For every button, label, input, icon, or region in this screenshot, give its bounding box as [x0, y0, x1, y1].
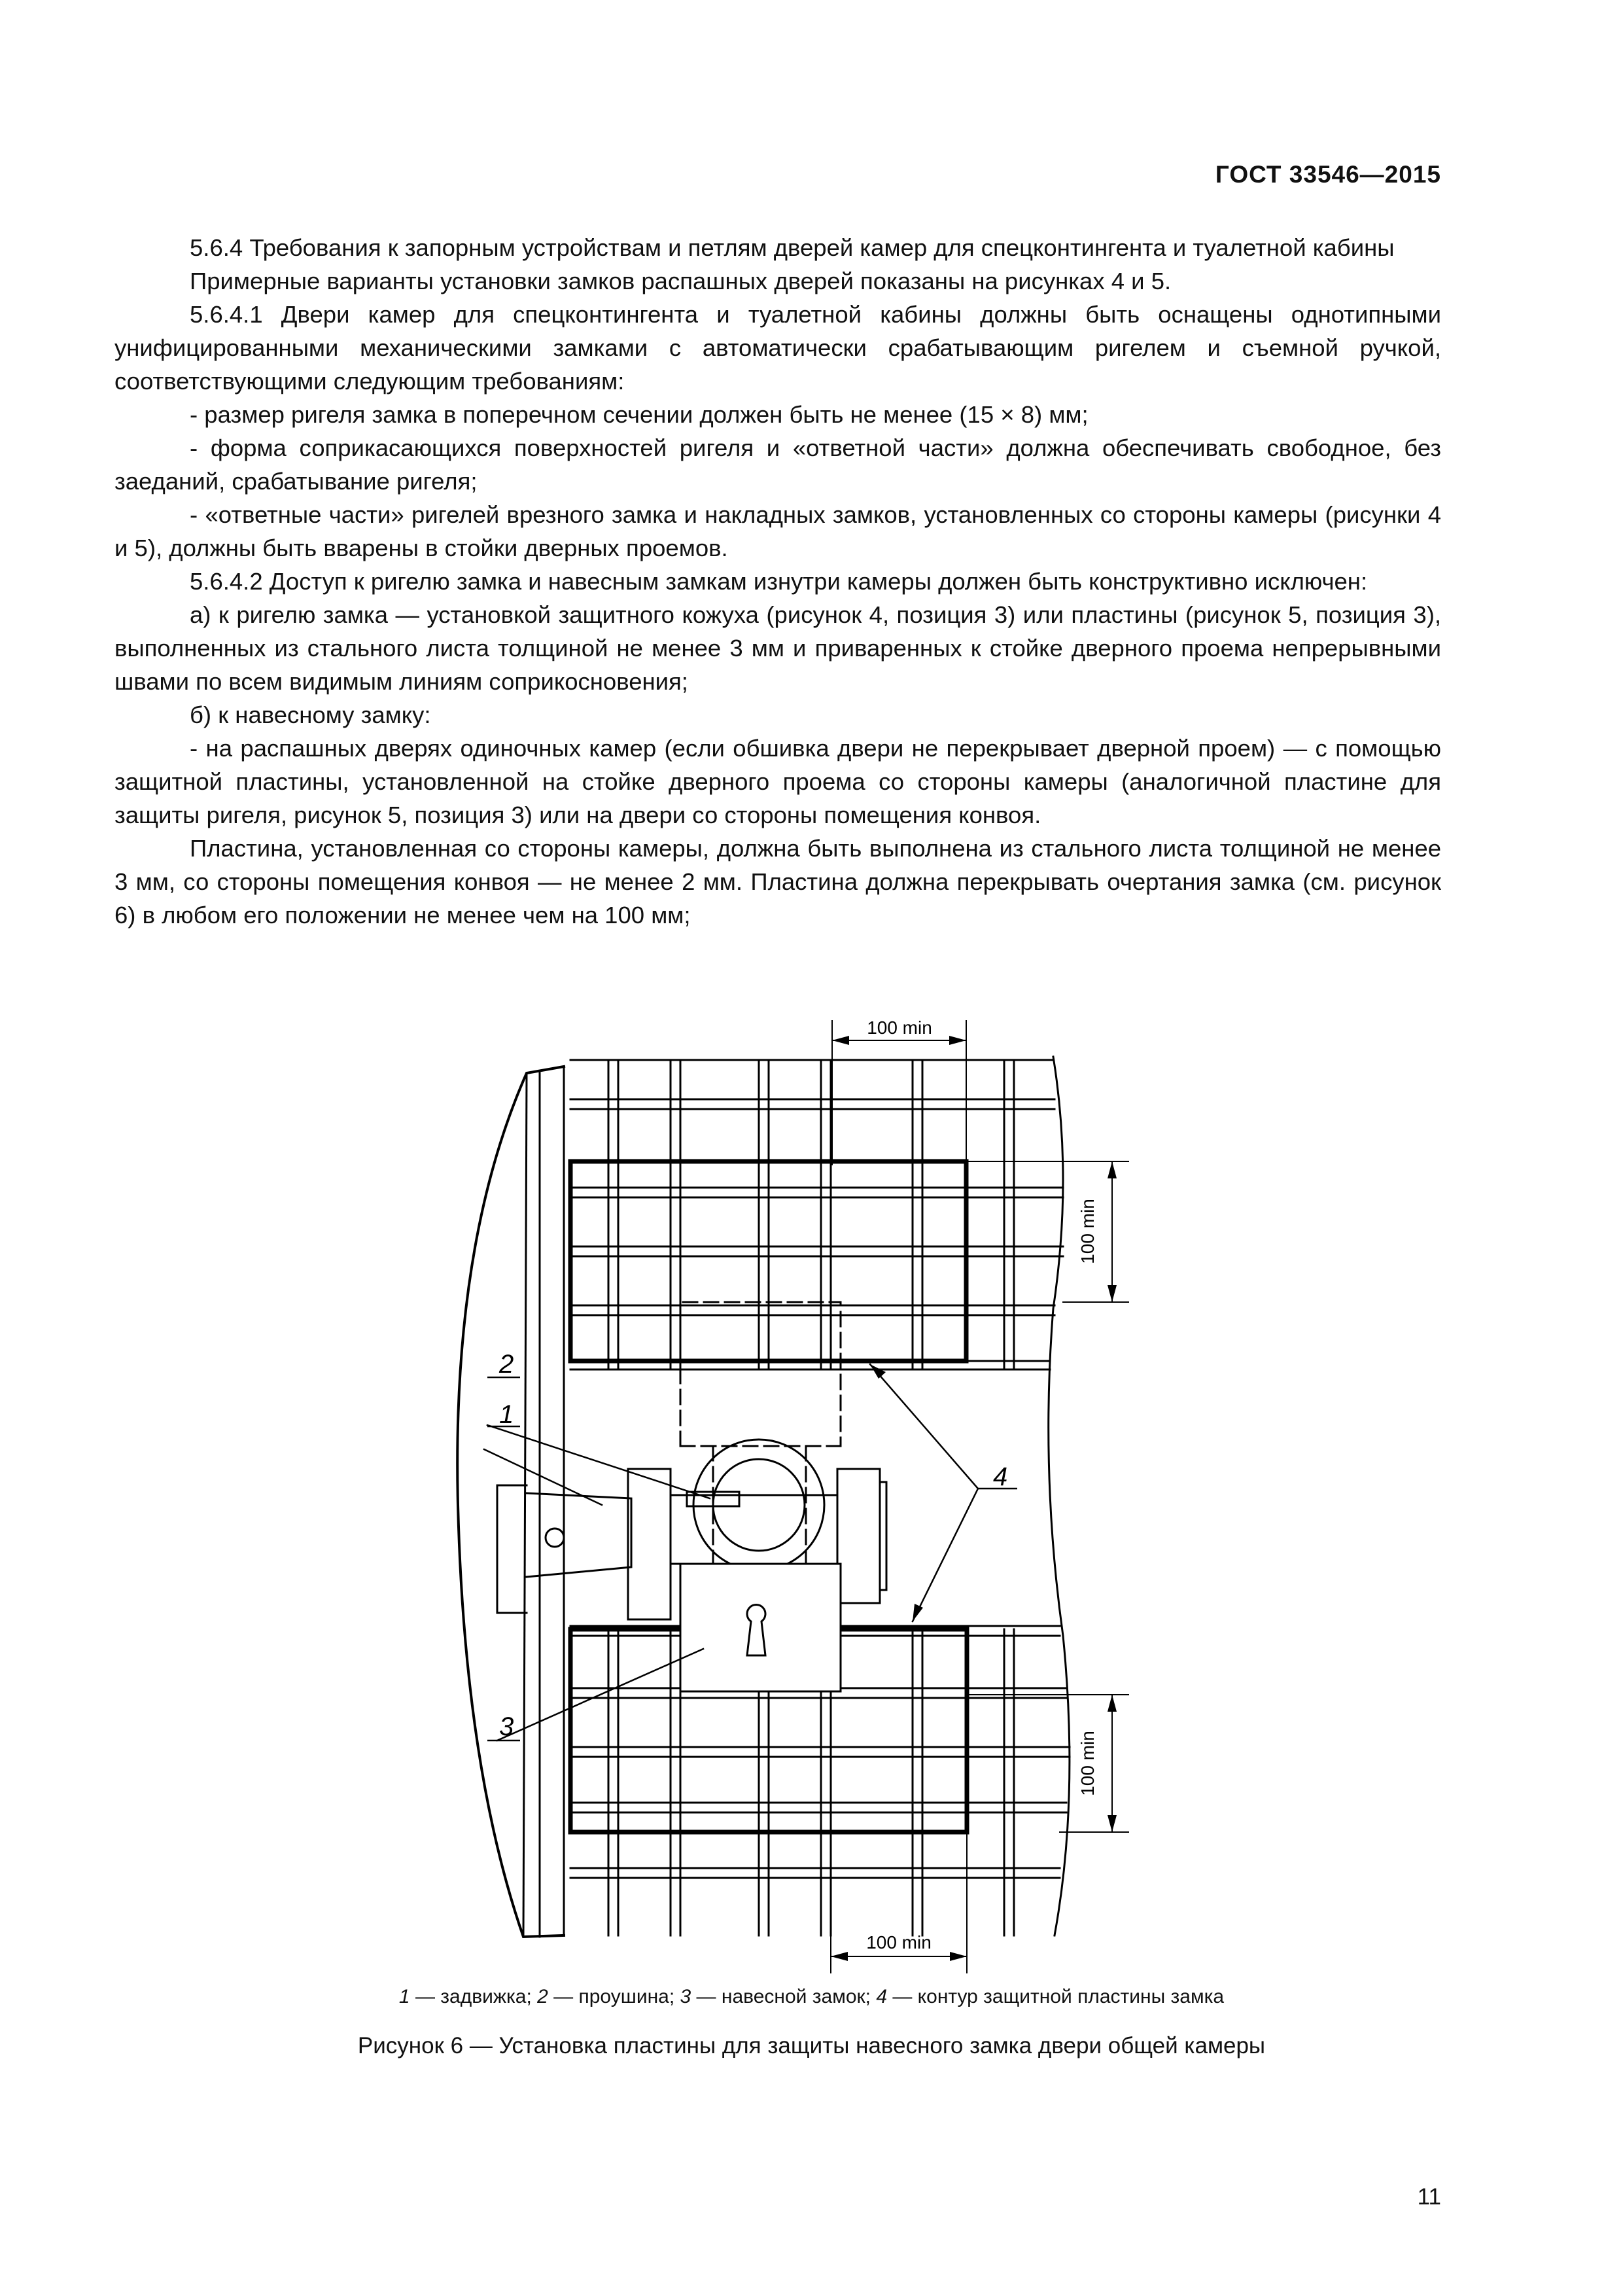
figure-caption: Рисунок 6 — Установка пластины для защиты навесного замка двери общей камеры	[357, 2033, 1266, 2058]
callout-4: 4	[993, 1462, 1008, 1491]
paragraph: Примерные варианты установки замков распашных дверей показаны на рисунках 4 и 5.	[190, 268, 1172, 294]
dimension-right-bottom: 100 min	[1077, 1731, 1098, 1796]
page-number: 11	[1417, 2184, 1441, 2210]
upper-grille	[570, 1060, 1063, 1369]
padlock-body	[680, 1564, 841, 1691]
callout-1: 1	[499, 1400, 514, 1429]
paragraph: 5.6.4 Требования к запорным устройствам и петлям дверей камер для спецконтингента и туалетной кабины	[190, 234, 1395, 261]
legend-number: 3	[680, 1986, 691, 2007]
legend-number: 1	[398, 1986, 410, 2007]
dimension-bottom: 100 min	[866, 1932, 932, 1952]
callout-3: 3	[499, 1712, 514, 1741]
hidden-outline	[680, 1302, 841, 1564]
paragraph: - размер ригеля замка в поперечном сечении должен быть не менее (15 × 8) мм;	[190, 401, 1089, 428]
figure-legend	[0, 1986, 1623, 2008]
paragraph: 5.6.4.1 Двери камер для спецконтингента и туалетной кабины должны быть оснащены однотипными унифицированными механическими замками с автоматически срабатывающим ригелем и съемной ручкой, соответствующими следующим требованиям:	[114, 301, 1441, 395]
dimension-lines	[831, 1040, 1112, 1956]
legend-number: 4	[876, 1986, 888, 2007]
legend-text: — задвижка;	[410, 1986, 538, 2007]
paragraph: 5.6.4.2 Доступ к ригелю замка и навесным замкам изнутри камеры должен быть конструктивно исключен:	[190, 568, 1368, 595]
paragraph: - «ответные части» ригелей врезного замка и накладных замков, установленных со стороны камеры (рисунки 4 и 5), должны быть вварены в стойки дверных проемов.	[114, 501, 1441, 561]
callout-2: 2	[499, 1350, 514, 1379]
door-frame-outline	[457, 1067, 564, 1937]
paragraph: - на распашных дверях одиночных камер (если обшивка двери не перекрывает дверной проем) — с помощью защитной пластины, установленной на стойке дверного проема со стороны камеры (аналогичной пластине для защиты ригеля, рисунок 5, позиция 3) или на двери со стороны помещения конвоя.	[114, 735, 1441, 828]
legend-text: — проушина;	[548, 1986, 680, 2007]
paragraph: Пластина, установленная со стороны камеры, должна быть выполнена из стального листа толщиной не менее 3 мм, со стороны помещения конвоя — не менее 2 мм. Пластина должна перекрывать очертания замка (см. рисунок 6) в любом его положении не менее чем на 100 мм;	[114, 835, 1441, 928]
paragraph: б) к навесному замку:	[190, 701, 431, 728]
dimension-top: 100 min	[867, 1017, 932, 1038]
frame-line	[523, 1073, 527, 1937]
legend-text: — контур защитной пластины замка	[887, 1986, 1225, 2007]
paragraph: - форма соприкасающихся поверхностей ригеля и «ответной части» должна обеспечивать свободное, без заеданий, срабатывание ригеля;	[114, 434, 1441, 495]
dimension-right-top: 100 min	[1077, 1199, 1098, 1264]
shackle-eye	[687, 1439, 824, 1570]
paragraph: а) к ригелю замка — установкой защитного кожуха (рисунок 4, позиция 3) или пластины (рисунок 5, позиция 3), выполненных из стального листа толщиной не менее 3 мм и приваренных к стойке дверного проема непрерывными швами по всем видимым линиям соприкосновения;	[114, 601, 1441, 695]
legend-number: 2	[537, 1986, 548, 2007]
legend-text: — навесной замок;	[691, 1986, 877, 2007]
document-header: ГОСТ 33546—2015	[1215, 161, 1441, 188]
